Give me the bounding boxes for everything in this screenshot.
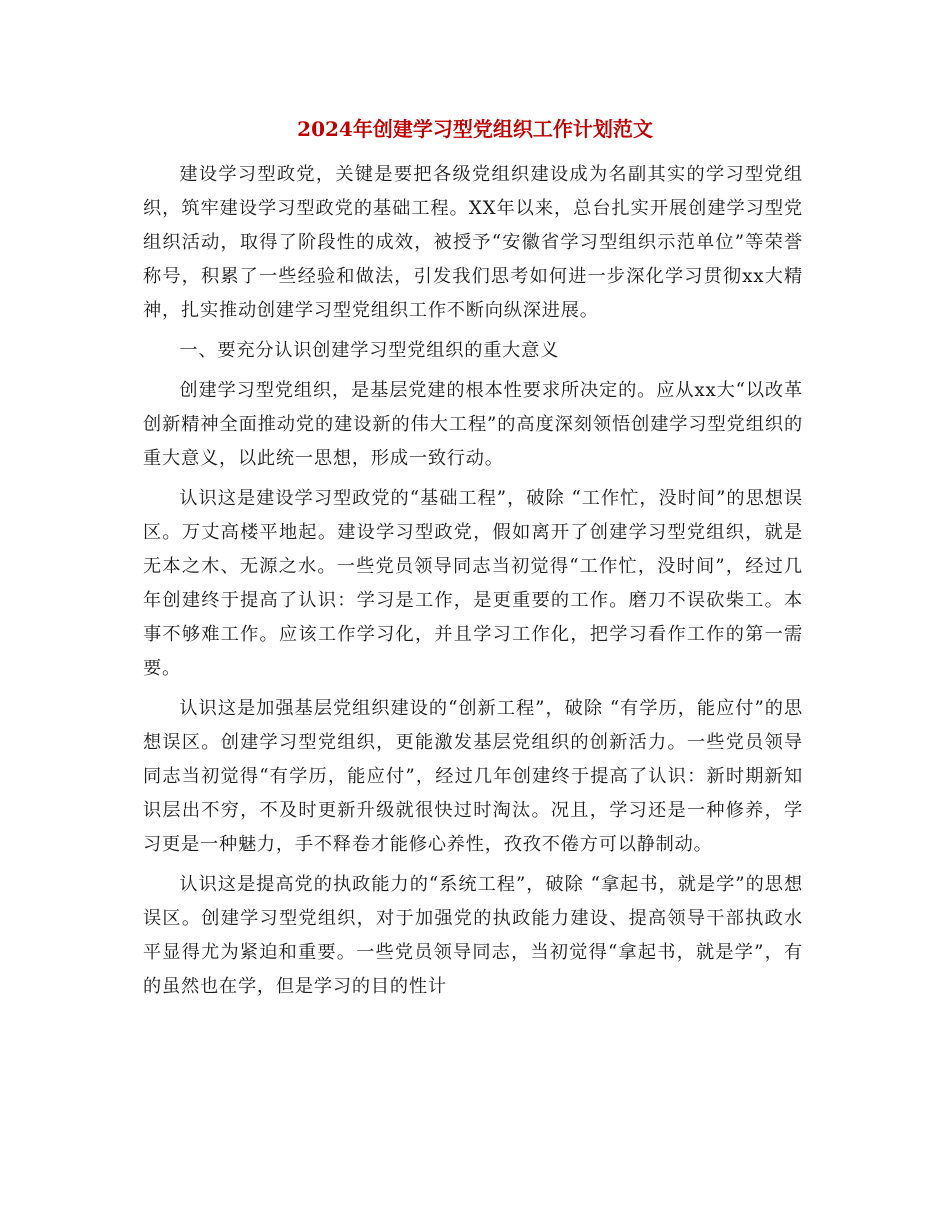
document-title: 2024年创建学习型党组织工作计划范文: [297, 117, 653, 141]
section-heading-1: 一、要充分认识创建学习型党组织的重大意义: [179, 340, 560, 361]
document-body: [143, 158, 803, 1010]
paragraph-innovation-project: 认识这是加强基层党组织建设的“创新工程”，破除 “有学历，能应付”的思想误区。创建学习型党组织，更能激发基层党组织的创新活力。一些党员领导同志当初觉得“有学历，能应付”，经过几年创建终于提高了认识：新时期新知识层出不穷，不及时更新升级就很快过时淘汰。况且，学习还是一种修养，学习更是一种魅力，手不释卷才能修心养性，孜孜不倦方可以静制动。: [143, 698, 803, 855]
paragraph-significance: 创建学习型党组织，是基层党建的根本性要求所决定的。应从xx大“以改革创新精神全面推动党的建设新的伟大工程”的高度深刻领悟创建学习型党组织的重大意义，以此统一思想，形成一致行动。: [143, 380, 803, 469]
paragraph-foundation-project: 认识这是建设学习型政党的“基础工程”，破除 “工作忙，没时间”的思想误区。万丈高楼平地起。建设学习型政党，假如离开了创建学习型党组织，就是无本之木、无源之水。一些党员领导同志当初觉得“工作忙，没时间”，经过几年创建终于提高了认识：学习是工作，是更重要的工作。磨刀不误砍柴工。本事不够难工作。应该工作学习化，并且学习工作化，把学习看作工作的第一需要。: [143, 488, 803, 679]
paragraph-intro: 建设学习型政党，关键是要把各级党组织建设成为名副其实的学习型党组织，筑牢建设学习型政党的基础工程。XX年以来，总台扎实开展创建学习型党组织活动，取得了阶段性的成效，被授予“安徽省学习型组织示范单位”等荣誉称号，积累了一些经验和做法，引发我们思考如何进一步深化学习贯彻xx大精神，扎实推动创建学习型党组织工作不断向纵深进展。: [143, 164, 803, 321]
paragraph-system-project: 认识这是提高党的执政能力的“系统工程”，破除 “拿起书，就是学”的思想误区。创建学习型党组织，对于加强党的执政能力建设、提高领导干部执政水平显得尤为紧迫和重要。一些党员领导同志，当初觉得“拿起书，就是学”，有的虽然也在学，但是学习的目的性计: [143, 874, 803, 997]
